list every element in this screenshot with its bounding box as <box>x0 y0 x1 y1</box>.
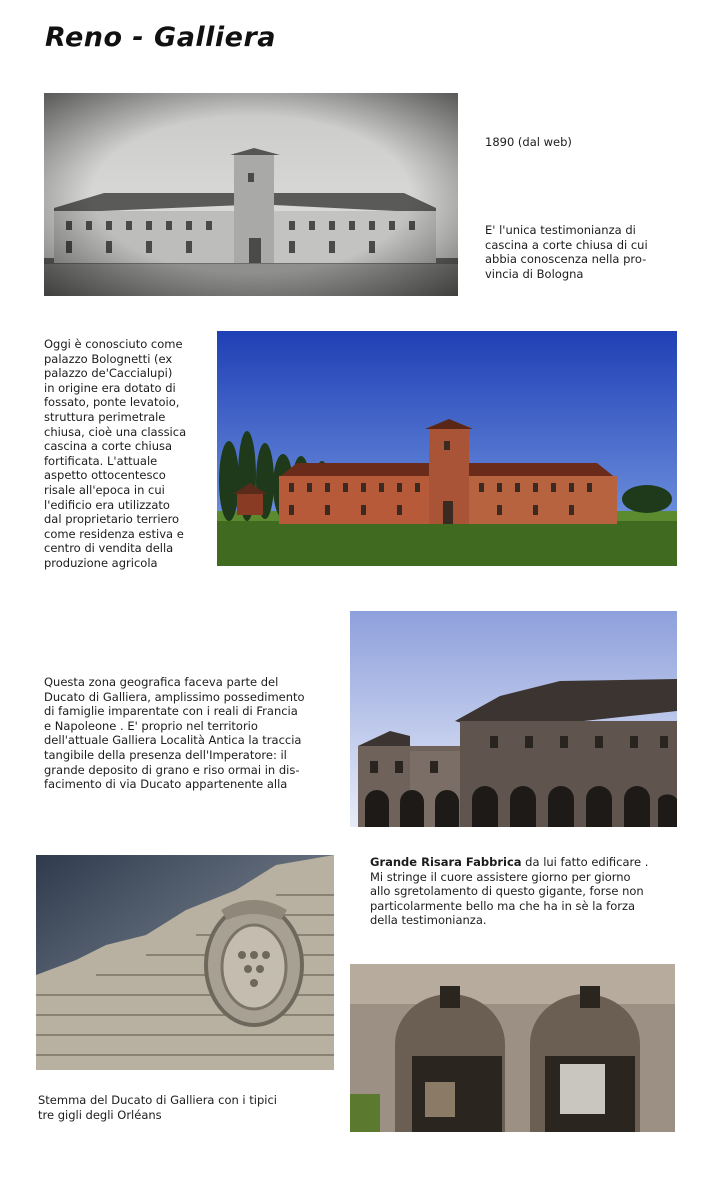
photo-portici-risara <box>350 964 675 1132</box>
caption-stemma: Stemma del Ducato di Galliera con i tipici tre gigli degli Orléans <box>38 1093 278 1122</box>
caption-1890: 1890 (dal web) <box>485 135 572 149</box>
caption-risara-fabbrica <box>370 855 680 928</box>
caption-palazzo-bolognetti: Oggi è conosciuto come palazzo Bolognetti (ex palazzo de'Caccialupi) in origine era dotato di fossato, ponte levatoio, struttura perimetrale chiusa, cioè una classica cascina a corte chiusa fortificata. L'attuale aspetto ottocentesco risale all'epoca in cui l'edificio era utilizzato dal proprietario terriero come residenza estiva e centro di vendita della produzione agricola <box>44 337 187 570</box>
photo-stemma-ducato <box>36 855 334 1070</box>
risara-description: da lui fatto edificare . Mi stringe il cuore assistere giorno per giorno allo sgretolamento di questo gigante, forse non particolarmente bello ma che ha in sè la forza della testimonianza. <box>370 855 649 928</box>
risara-title: Grande Risara Fabbrica <box>370 855 522 869</box>
page-title: Reno - Galliera <box>45 22 277 53</box>
photo-1890-cascina <box>44 93 458 296</box>
caption-ducato-galliera: Questa zona geografica faceva parte del Ducato di Galliera, amplissimo possedimento di famiglie imparentate con i reali di Francia e Napoleone . E' proprio nel territorio dell'attuale Galliera Località Antica la traccia tangibile della presenza dell'Imperatore: il grande deposito di grano e riso ormai in dis- facimento di via Ducato appartenente alla <box>44 675 305 792</box>
photo-palazzo-bolognetti <box>217 331 677 566</box>
caption-unica-testimonianza: E' l'unica testimonianza di cascina a corte chiusa di cui abbia conoscenza nella pro- vincia di Bologna <box>485 223 648 281</box>
photo-grande-risara <box>350 611 677 827</box>
